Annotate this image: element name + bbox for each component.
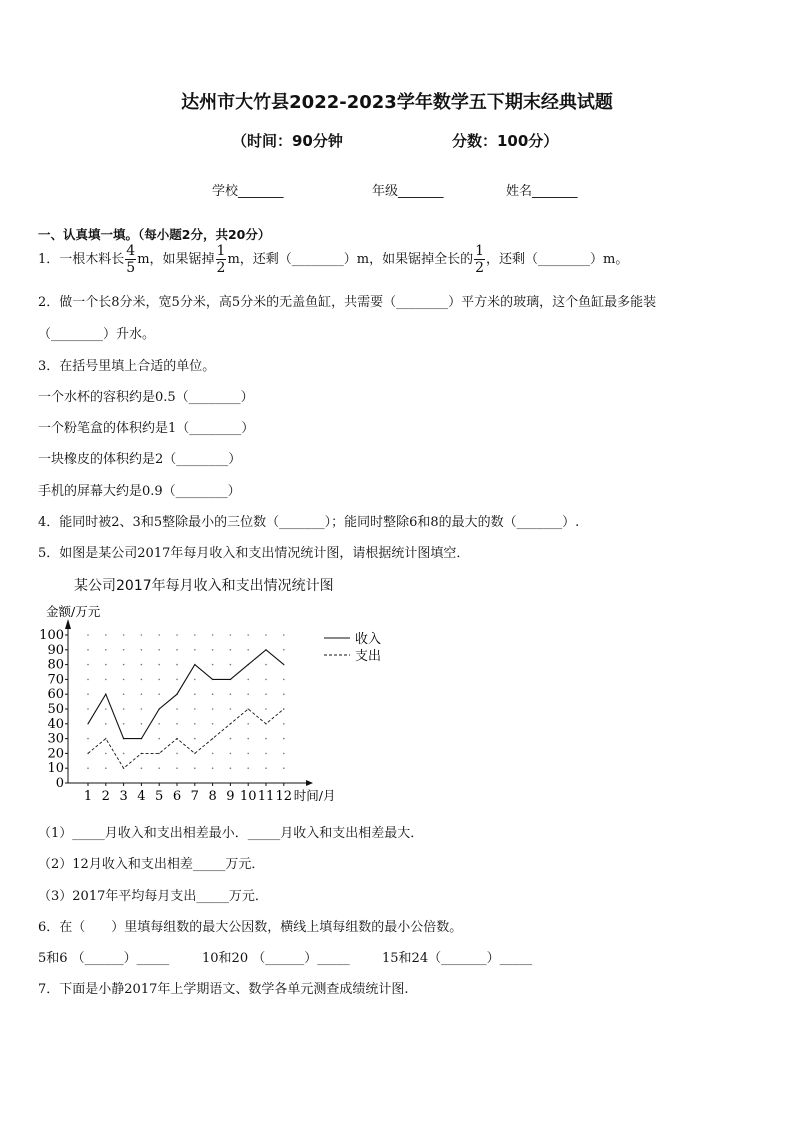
total-score: 分数：100分） bbox=[452, 132, 559, 150]
q5-sub1-prefix: （1） bbox=[38, 826, 73, 841]
grid-dot bbox=[105, 664, 107, 666]
page-title: 达州市大竹县2022-2023学年数学五下期末经典试题 bbox=[181, 92, 613, 113]
grid-dot bbox=[176, 664, 178, 666]
grid-dot bbox=[141, 693, 143, 695]
y-tick-label: 90 bbox=[47, 642, 64, 658]
grid-dot bbox=[230, 693, 232, 695]
grid-dot bbox=[105, 708, 107, 710]
grid-dot bbox=[87, 693, 89, 695]
grid-dot bbox=[247, 738, 249, 740]
grid-dot bbox=[123, 649, 125, 651]
grid-dot bbox=[194, 708, 196, 710]
grid-dot bbox=[265, 693, 267, 695]
grid-dot bbox=[265, 634, 267, 636]
grid-dot bbox=[283, 738, 285, 740]
grid-dot bbox=[230, 738, 232, 740]
x-tick-label: 5 bbox=[155, 789, 164, 804]
grid-dot bbox=[158, 664, 160, 666]
y-tick-label: 40 bbox=[47, 716, 64, 732]
q1-text-2: m，如果锯掉 bbox=[137, 252, 215, 267]
frac-num: 4 bbox=[126, 243, 136, 259]
x-tick-label: 10 bbox=[239, 789, 257, 804]
y-axis-label: 金额/万元 bbox=[46, 604, 101, 619]
grid-dot bbox=[212, 693, 214, 695]
grid-dot bbox=[212, 723, 214, 725]
grid-dot bbox=[123, 679, 125, 681]
grid-dot bbox=[87, 664, 89, 666]
grid-dot bbox=[123, 723, 125, 725]
question-5-stem: 5．如图是某公司2017年每月收入和支出情况统计图，请根据统计图填空． bbox=[38, 546, 470, 561]
q5-sub2-unit: 万元． bbox=[225, 857, 265, 872]
grid-dot bbox=[230, 753, 232, 755]
grid-dot bbox=[212, 649, 214, 651]
grid-dot bbox=[194, 738, 196, 740]
x-tick-label: 3 bbox=[119, 789, 128, 804]
grid-dot bbox=[123, 753, 125, 755]
frac-den: 2 bbox=[216, 260, 226, 276]
q1-text-3[interactable]: m，还剩（________）m，如果锯掉全长的 bbox=[227, 252, 474, 267]
grid-dot bbox=[141, 649, 143, 651]
grid-dot bbox=[194, 649, 196, 651]
chart-axes bbox=[39, 604, 335, 804]
name-field[interactable]: 姓名_______ bbox=[506, 184, 578, 199]
question-4[interactable]: 4．能同时被2、3和5整除最小的三位数（_______）；能同时整除6和8的最大的数（_______）. bbox=[38, 515, 580, 530]
x-axis-arrow bbox=[306, 780, 313, 786]
y-tick-label: 100 bbox=[39, 628, 64, 643]
grid-dot bbox=[194, 634, 196, 636]
fraction-4-5 bbox=[125, 244, 136, 275]
grid-dot bbox=[265, 767, 267, 769]
grid-dot bbox=[105, 649, 107, 651]
grid-dot bbox=[247, 634, 249, 636]
grid-dot bbox=[158, 767, 160, 769]
y-tick-label: 50 bbox=[47, 702, 64, 717]
grade-field[interactable]: 年级_______ bbox=[372, 184, 444, 199]
grid-dot bbox=[212, 708, 214, 710]
grid-dot bbox=[141, 664, 143, 666]
legend-label: 支出 bbox=[355, 649, 382, 664]
y-tick-label: 0 bbox=[55, 776, 64, 791]
grid-dot bbox=[176, 723, 178, 725]
grid-dot bbox=[230, 708, 232, 710]
section-heading: 一、认真填一填。（每小题2分，共20分） bbox=[38, 227, 271, 242]
frac-den: 5 bbox=[126, 260, 136, 276]
grid-dot bbox=[176, 634, 178, 636]
q1-text-1: 1．一根木料长 bbox=[38, 252, 125, 267]
grid-dot bbox=[141, 679, 143, 681]
grid-dot bbox=[87, 634, 89, 636]
grid-dot bbox=[265, 753, 267, 755]
grid-dot bbox=[87, 649, 89, 651]
grid-dot bbox=[105, 767, 107, 769]
question-1 bbox=[38, 244, 628, 275]
question-6-stem: 6．在（ ）里填每组数的最大公因数，横线上填每组数的最小公倍数。 bbox=[38, 920, 463, 935]
y-tick-label: 10 bbox=[47, 761, 64, 777]
grid-dot bbox=[158, 634, 160, 636]
question-6-group-2[interactable]: 10和20 （______）_____ bbox=[202, 951, 350, 966]
grid-dot bbox=[230, 664, 232, 666]
grid-dot bbox=[247, 649, 249, 651]
x-tick-label: 9 bbox=[226, 789, 235, 804]
x-tick-label: 2 bbox=[101, 789, 110, 804]
x-axis-label: 时间/月 bbox=[293, 788, 336, 803]
time-limit: （时间：90分钟 bbox=[232, 132, 343, 150]
question-5-sub-1[interactable] bbox=[38, 822, 423, 841]
grid-dot bbox=[176, 767, 178, 769]
income-expense-line-chart bbox=[30, 600, 410, 810]
x-tick-label: 6 bbox=[172, 789, 182, 804]
question-5-sub-3[interactable] bbox=[38, 885, 268, 904]
grid-dot bbox=[176, 708, 178, 710]
series-line-支出 bbox=[88, 709, 284, 768]
grid-dot bbox=[158, 649, 160, 651]
grid-dot bbox=[158, 753, 160, 755]
grid-dot bbox=[158, 693, 160, 695]
answer-blank[interactable]: _____ bbox=[247, 826, 281, 841]
grid-dot bbox=[230, 634, 232, 636]
grid-dot bbox=[158, 679, 160, 681]
y-tick-label: 80 bbox=[47, 657, 64, 673]
grid-dot bbox=[176, 679, 178, 681]
answer-blank[interactable]: _____ bbox=[192, 857, 226, 872]
frac-num: 1 bbox=[475, 243, 485, 259]
chart-series bbox=[88, 650, 284, 768]
grid-dot bbox=[123, 708, 125, 710]
question-2-line-2[interactable]: （________）升水。 bbox=[38, 327, 156, 342]
x-tick-label: 7 bbox=[190, 789, 199, 804]
frac-num: 1 bbox=[216, 243, 226, 259]
grid-dot bbox=[212, 634, 214, 636]
y-tick-label: 60 bbox=[47, 687, 64, 703]
legend-label: 收入 bbox=[355, 632, 382, 647]
chart-grid bbox=[87, 634, 284, 769]
question-3-stem: 3．在括号里填上合适的单位。 bbox=[38, 359, 216, 374]
grid-dot bbox=[123, 664, 125, 666]
x-tick-label: 4 bbox=[137, 789, 146, 804]
grid-dot bbox=[141, 634, 143, 636]
grid-dot bbox=[141, 767, 143, 769]
fraction-1-2 bbox=[474, 244, 485, 275]
y-tick-label: 20 bbox=[47, 746, 64, 762]
x-tick-label: 11 bbox=[257, 789, 275, 804]
question-6-group-1[interactable]: 5和6 （______）_____ bbox=[38, 951, 170, 966]
grid-dot bbox=[247, 723, 249, 725]
question-3-d[interactable]: 手机的屏幕大约是0.9（________） bbox=[38, 484, 241, 499]
chart-legend bbox=[324, 631, 381, 664]
grid-dot bbox=[230, 649, 232, 651]
grid-dot bbox=[265, 679, 267, 681]
grid-dot bbox=[247, 767, 249, 769]
q5-sub3-text: （3）2017年平均每月支出 bbox=[38, 889, 197, 904]
grid-dot bbox=[212, 664, 214, 666]
grid-dot bbox=[283, 679, 285, 681]
chart-title: 某公司2017年每月收入和支出情况统计图 bbox=[74, 578, 334, 594]
question-3-c[interactable]: 一块橡皮的体积约是2（________） bbox=[38, 452, 242, 467]
frac-den: 2 bbox=[475, 260, 485, 276]
grid-dot bbox=[105, 723, 107, 725]
grid-dot bbox=[247, 679, 249, 681]
grid-dot bbox=[176, 753, 178, 755]
q1-text-4[interactable]: ，还剩（________）m。 bbox=[486, 252, 629, 267]
grid-dot bbox=[212, 753, 214, 755]
x-tick-label: 1 bbox=[83, 789, 93, 804]
q5-sub3-unit: 万元． bbox=[228, 889, 268, 904]
grid-dot bbox=[265, 708, 267, 710]
question-7-stem: 7．下面是小静2017年上学期语文、数学各单元测查成绩统计图. bbox=[38, 982, 409, 997]
question-5-sub-2[interactable] bbox=[38, 853, 264, 872]
answer-blank[interactable]: _____ bbox=[72, 826, 105, 841]
x-tick-label: 12 bbox=[275, 789, 293, 804]
grid-dot bbox=[265, 738, 267, 740]
grid-dot bbox=[265, 664, 267, 666]
grid-dot bbox=[247, 693, 249, 695]
question-3-b[interactable]: 一个粉笔盒的体积约是1（________） bbox=[38, 421, 255, 436]
question-3-a[interactable]: 一个水杯的容积约是0.5（________） bbox=[38, 390, 254, 405]
grid-dot bbox=[105, 679, 107, 681]
grid-dot bbox=[283, 693, 285, 695]
grid-dot bbox=[158, 723, 160, 725]
grid-dot bbox=[176, 649, 178, 651]
q5-sub1-text-2: 月收入和支出相差最大． bbox=[280, 826, 424, 841]
grid-dot bbox=[247, 753, 249, 755]
y-tick-label: 70 bbox=[47, 672, 64, 688]
grid-dot bbox=[230, 767, 232, 769]
grid-dot bbox=[87, 679, 89, 681]
grid-dot bbox=[283, 767, 285, 769]
question-2-line-1[interactable]: 2．做一个长8分米，宽5分米，高5分米的无盖鱼缸，共需要（________）平方米的玻璃，这个鱼缸最多能装 bbox=[38, 295, 657, 310]
grid-dot bbox=[283, 723, 285, 725]
grid-dot bbox=[212, 767, 214, 769]
grid-dot bbox=[87, 738, 89, 740]
grid-dot bbox=[194, 679, 196, 681]
grid-dot bbox=[105, 634, 107, 636]
fraction-1-2 bbox=[216, 244, 227, 275]
question-6-group-3[interactable]: 15和24（_______）_____ bbox=[382, 951, 533, 966]
answer-blank[interactable]: _____ bbox=[196, 889, 229, 904]
grid-dot bbox=[87, 708, 89, 710]
y-axis-arrow bbox=[65, 619, 71, 629]
grid-dot bbox=[283, 753, 285, 755]
grid-dot bbox=[194, 723, 196, 725]
grid-dot bbox=[141, 708, 143, 710]
grid-dot bbox=[105, 753, 107, 755]
grid-dot bbox=[123, 693, 125, 695]
y-tick-label: 30 bbox=[47, 731, 64, 747]
grid-dot bbox=[194, 693, 196, 695]
grid-dot bbox=[87, 767, 89, 769]
grid-dot bbox=[283, 634, 285, 636]
q5-sub1-text: 月收入和支出相差最小． bbox=[104, 826, 248, 841]
school-field[interactable]: 学校_______ bbox=[212, 184, 284, 199]
x-tick-label: 8 bbox=[208, 789, 217, 804]
grid-dot bbox=[141, 723, 143, 725]
grid-dot bbox=[123, 634, 125, 636]
q5-sub2-text: （2）12月收入和支出相差 bbox=[38, 857, 193, 872]
grid-dot bbox=[158, 738, 160, 740]
grid-dot bbox=[283, 649, 285, 651]
series-line-收入 bbox=[88, 650, 284, 739]
grid-dot bbox=[194, 767, 196, 769]
